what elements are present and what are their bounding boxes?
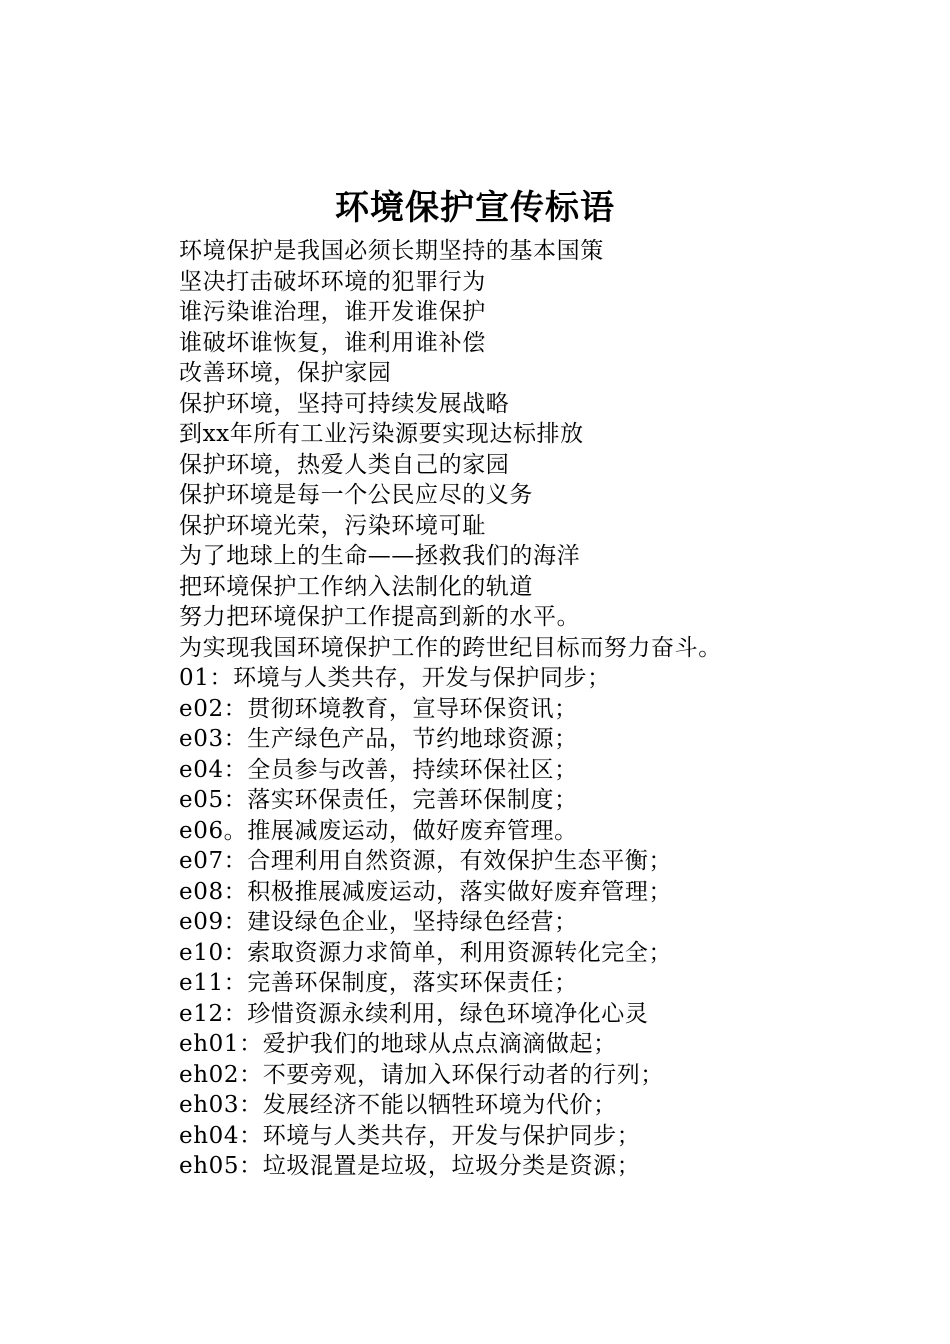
document-title: 环境保护宣传标语 xyxy=(335,188,615,228)
slogan-line: e04：全员参与改善，持续环保社区； xyxy=(179,756,578,783)
slogan-line: eh03：发展经济不能以牺牲环境为代价； xyxy=(179,1092,617,1118)
slogan-line: e05：落实环保责任，完善环保制度； xyxy=(179,787,578,813)
slogan-line: 环境保护是我国必须长期坚持的基本国策 xyxy=(179,238,604,264)
slogan-line: 努力把环境保护工作提高到新的水平。 xyxy=(179,604,581,630)
slogan-line: e02：贯彻环境教育，宣导环保资讯； xyxy=(179,695,578,722)
slogan-list xyxy=(179,236,919,1182)
slogan-line: 保护环境是每一个公民应尽的义务 xyxy=(179,482,533,508)
slogan-line: 保护环境，热爱人类自己的家园 xyxy=(179,451,510,478)
slogan-line: e08：积极推展减废运动，落实做好废弃管理； xyxy=(179,878,673,905)
slogan-line: e09：建设绿色企业，坚持绿色经营； xyxy=(179,909,578,935)
slogan-line: e03：生产绿色产品，节约地球资源； xyxy=(179,726,578,752)
slogan-line: 保护环境，坚持可持续发展战略 xyxy=(179,390,510,417)
slogan-line: eh04：环境与人类共存，开发与保护同步； xyxy=(179,1122,641,1149)
slogan-line: eh02：不要旁观，请加入环保行动者的行列； xyxy=(179,1061,664,1088)
slogan-line: 到xx年所有工业污染源要实现达标排放 xyxy=(179,421,584,447)
slogan-line: 01：环境与人类共存，开发与保护同步； xyxy=(179,665,611,691)
slogan-line: e07：合理利用自然资源，有效保护生态平衡； xyxy=(179,848,673,874)
slogan-line: eh01：爱护我们的地球从点点滴滴做起； xyxy=(179,1031,617,1057)
slogan-line: 保护环境光荣，污染环境可耻 xyxy=(179,512,486,539)
slogan-line: e06。推展减废运动，做好废弃管理。 xyxy=(179,817,578,844)
slogan-line: 谁破坏谁恢复，谁利用谁补偿 xyxy=(179,329,486,356)
slogan-line: e12：珍惜资源永续利用，绿色环境净化心灵 xyxy=(179,1000,649,1027)
slogan-line: 谁污染谁治理，谁开发谁保护 xyxy=(179,299,486,325)
slogan-line: 为了地球上的生命——拯救我们的海洋 xyxy=(179,543,581,569)
slogan-line: eh05：垃圾混置是垃圾，垃圾分类是资源； xyxy=(179,1153,641,1179)
slogan-line: 改善环境，保护家园 xyxy=(179,360,392,386)
slogan-line: e10：索取资源力求简单，利用资源转化完全； xyxy=(179,939,673,966)
slogan-line: 为实现我国环境保护工作的跨世纪目标而努力奋斗。 xyxy=(179,634,722,661)
slogan-line: 把环境保护工作纳入法制化的轨道 xyxy=(179,573,533,600)
slogan-line: e11：完善环保制度，落实环保责任； xyxy=(179,970,578,996)
slogan-line: 坚决打击破坏环境的犯罪行为 xyxy=(179,268,486,295)
